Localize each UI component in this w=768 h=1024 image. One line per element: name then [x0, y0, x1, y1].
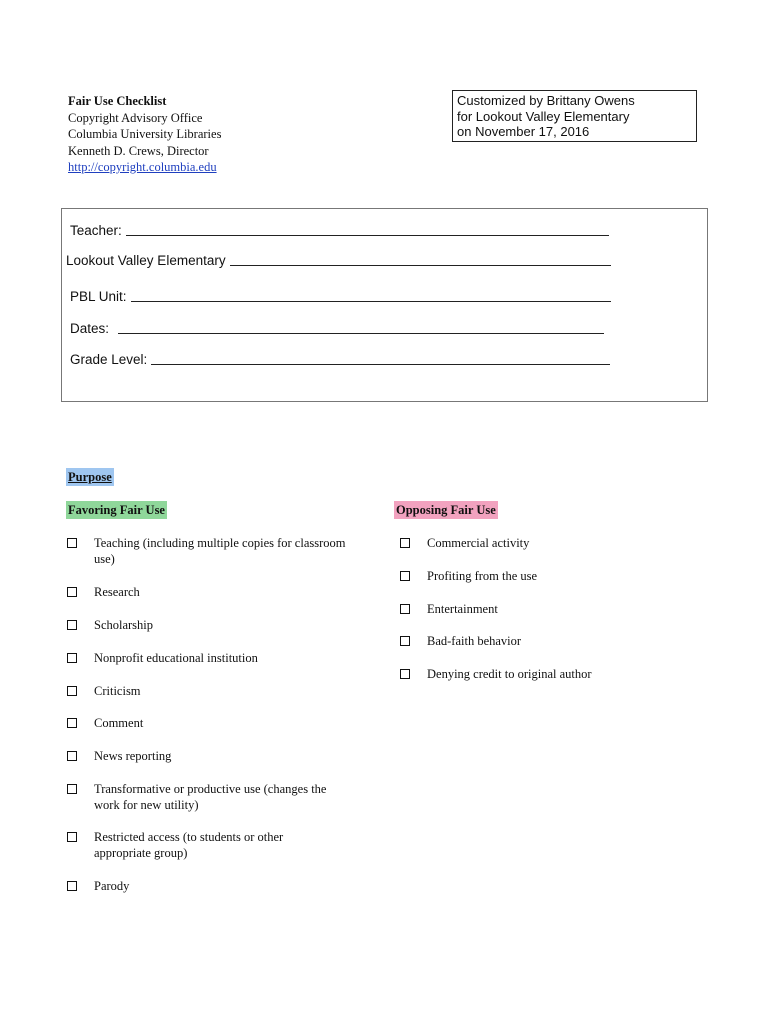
opposing-item[interactable]: Profiting from the use	[400, 568, 537, 584]
favoring-item[interactable]: Transformative or productive use (changes the work for new utility)	[67, 781, 347, 813]
checkbox-icon[interactable]	[67, 832, 77, 842]
grade-level-blank-line[interactable]	[151, 363, 610, 365]
checkbox-icon[interactable]	[67, 881, 77, 891]
teacher-blank-line[interactable]	[126, 234, 609, 236]
checkbox-icon[interactable]	[67, 587, 77, 597]
favoring-item[interactable]: Scholarship	[67, 617, 153, 633]
favoring-item[interactable]: Nonprofit educational institution	[67, 650, 258, 666]
favoring-item[interactable]: Criticism	[67, 683, 141, 699]
copyright-link[interactable]: http://copyright.columbia.edu	[68, 160, 217, 174]
dates-field[interactable]	[70, 321, 604, 336]
favoring-item[interactable]: Comment	[67, 715, 143, 731]
dates-blank-line[interactable]	[118, 332, 604, 334]
favoring-item[interactable]: Parody	[67, 878, 129, 894]
checkbox-icon[interactable]	[400, 538, 410, 548]
checkbox-icon[interactable]	[67, 751, 77, 761]
library-line: Columbia University Libraries	[68, 127, 222, 141]
pbl-unit-field[interactable]	[70, 289, 611, 304]
customized-line-2: for Lookout Valley Elementary	[457, 108, 630, 124]
checkbox-icon[interactable]	[67, 653, 77, 663]
opposing-heading: Opposing Fair Use	[396, 503, 496, 517]
dates-label: Dates:	[70, 321, 110, 336]
checkbox-icon[interactable]	[67, 784, 77, 794]
school-field[interactable]	[66, 253, 611, 268]
opposing-item[interactable]: Commercial activity	[400, 535, 529, 551]
school-label: Lookout Valley Elementary	[66, 253, 226, 268]
customized-box	[452, 90, 697, 142]
customized-line-1: Customized by Brittany Owens	[457, 93, 635, 108]
teacher-field[interactable]	[70, 223, 609, 238]
checkbox-icon[interactable]	[400, 669, 410, 679]
customized-line-3: on November 17, 2016	[457, 124, 590, 139]
checkbox-icon[interactable]	[400, 571, 410, 581]
school-blank-line[interactable]	[230, 264, 611, 266]
header-block	[68, 93, 221, 176]
grade-level-label: Grade Level:	[70, 352, 148, 367]
opposing-item[interactable]: Denying credit to original author	[400, 666, 592, 682]
favoring-item[interactable]: Teaching (including multiple copies for classroom use)	[67, 535, 347, 567]
favoring-item[interactable]: Research	[67, 584, 140, 600]
checkbox-icon[interactable]	[400, 636, 410, 646]
checkbox-icon[interactable]	[67, 620, 77, 630]
opposing-item[interactable]: Bad-faith behavior	[400, 633, 521, 649]
opposing-item[interactable]: Entertainment	[400, 601, 498, 617]
checkbox-icon[interactable]	[67, 538, 77, 548]
document-title: Fair Use Checklist	[68, 94, 167, 108]
office-line: Copyright Advisory Office	[68, 110, 203, 125]
checkbox-icon[interactable]	[67, 718, 77, 728]
purpose-heading: Purpose	[68, 470, 112, 484]
checkbox-icon[interactable]	[67, 686, 77, 696]
info-form-box	[61, 208, 708, 402]
pbl-unit-label: PBL Unit:	[70, 289, 127, 304]
grade-level-field[interactable]	[70, 352, 610, 367]
director-line: Kenneth D. Crews, Director	[68, 143, 209, 158]
favoring-item[interactable]: Restricted access (to students or other appropriate group)	[67, 829, 329, 861]
checkbox-icon[interactable]	[400, 604, 410, 614]
teacher-label: Teacher:	[70, 223, 122, 238]
pbl-unit-blank-line[interactable]	[131, 300, 611, 302]
favoring-item[interactable]: News reporting	[67, 748, 171, 764]
favoring-heading: Favoring Fair Use	[68, 503, 165, 517]
